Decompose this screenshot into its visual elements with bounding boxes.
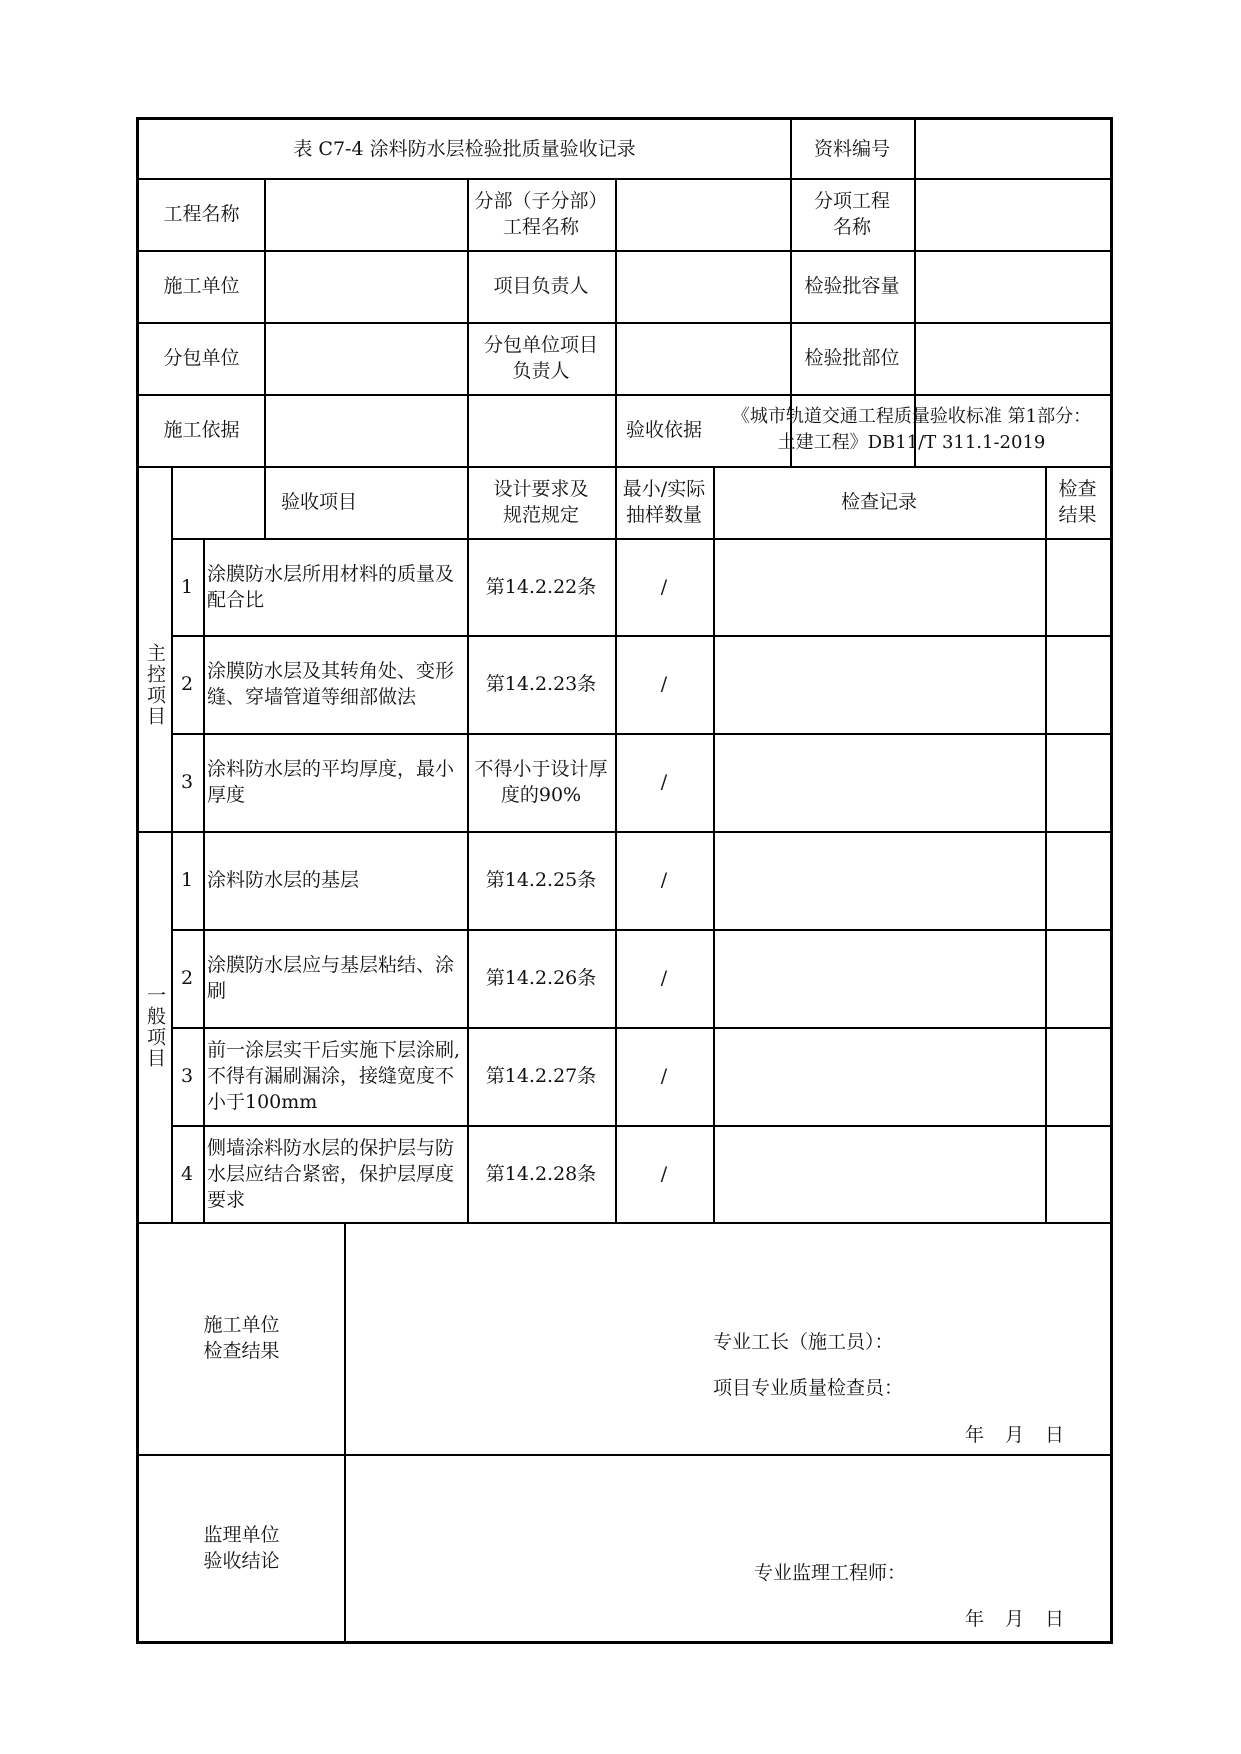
main-item-req: 不得小于设计厚度的90% [474,758,608,806]
general-item-sample: / [660,967,668,989]
main-item-no: 3 [180,771,194,793]
sub-division-label: 分部（子分部） 工程名称 [474,190,608,238]
general-item-desc: 涂料防水层的基层 [207,869,360,891]
general-item-no: 2 [180,967,194,989]
col-result-header: 检查 结果 [1058,478,1097,526]
construction-unit-label: 施工单位 [163,275,240,297]
sub-item-field[interactable] [914,178,1110,250]
general-item-result-field[interactable] [1045,1125,1110,1222]
subcontractor-manager-field[interactable] [615,322,790,394]
general-item-req: 第14.2.26条 [485,967,597,989]
project-manager-label: 项目负责人 [493,275,589,297]
construction-check-label: 施工单位 检查结果 [203,1314,280,1362]
foreman-signature-label[interactable]: 专业工长（施工员）： [713,1331,894,1353]
general-item-desc: 前一涂层实干后实施下层涂刷,不得有漏刷漏涂，接缝宽度不小于100mm [207,1039,461,1113]
doc-number-label: 资料编号 [813,138,890,160]
main-item-sample: / [660,771,668,793]
main-item-record-field[interactable] [713,538,1045,635]
construction-date-month[interactable]: 月 [1005,1424,1025,1446]
batch-capacity-field[interactable] [914,250,1110,322]
general-item-req: 第14.2.27条 [485,1065,597,1087]
general-item-no: 4 [180,1162,194,1185]
subcontractor-field[interactable] [264,322,467,394]
general-item-no: 1 [180,869,194,891]
quality-inspector-signature-label[interactable]: 项目专业质量检查员： [713,1377,904,1399]
construction-date-year[interactable]: 年 [965,1424,985,1446]
construction-basis-label: 施工依据 [163,419,240,441]
general-item-sample: / [660,1162,668,1185]
construction-unit-field[interactable] [264,250,467,322]
general-item-record-field[interactable] [713,1027,1045,1125]
general-item-result-field[interactable] [1045,831,1110,929]
general-item-desc: 涂膜防水层应与基层粘结、涂刷 [207,954,455,1002]
batch-location-field[interactable] [914,322,1110,394]
general-item-req: 第14.2.28条 [485,1162,597,1185]
general-item-sample: / [660,869,668,891]
general-item-record-field[interactable] [713,1125,1045,1222]
supervision-conclusion-label: 监理单位 验收结论 [203,1523,280,1572]
main-item-desc: 涂膜防水层所用材料的质量及配合比 [207,562,455,611]
general-item-result-field[interactable] [1045,929,1110,1027]
construction-date-day[interactable]: 日 [1045,1424,1065,1446]
general-item-req: 第14.2.25条 [485,869,597,891]
main-item-no: 2 [180,673,194,695]
general-item-record-field[interactable] [713,831,1045,929]
form-title: 表 C7-4 涂料防水层检验批质量验收记录 [293,138,636,160]
main-item-req: 第14.2.23条 [485,673,597,695]
subcontractor-label: 分包单位 [163,347,240,369]
general-items-label [139,831,171,1222]
col-design-req-header: 设计要求及 规范规定 [493,478,589,526]
project-manager-field[interactable] [615,250,790,322]
main-item-result-field[interactable] [1045,538,1110,635]
main-item-desc: 涂膜防水层及其转角处、变形缝、穿墙管道等细部做法 [207,660,455,708]
general-item-no: 3 [180,1065,194,1087]
project-name-field[interactable] [264,178,467,250]
main-item-sample: / [660,673,668,695]
col-record-header: 检查记录 [840,491,917,513]
main-items-label [139,538,171,831]
general-item-sample: / [660,1065,668,1087]
main-item-record-field[interactable] [713,733,1045,831]
batch-capacity-label: 检验批容量 [804,275,900,297]
col-sample-header: 最小/实际 抽样数量 [622,478,706,526]
main-items-label-text: 主控项目 [144,642,166,727]
doc-number-field[interactable] [914,120,1110,178]
main-item-req: 第14.2.22条 [485,575,597,598]
sub-division-field[interactable] [615,178,790,250]
main-item-no: 1 [180,575,194,598]
sub-item-label: 分项工程 名称 [813,190,890,238]
construction-basis-field[interactable] [264,394,615,466]
supervision-date-day[interactable]: 日 [1045,1608,1065,1630]
col-item-header: 验收项目 [280,491,357,513]
main-item-result-field[interactable] [1045,733,1110,831]
main-item-record-field[interactable] [713,635,1045,733]
main-item-sample: / [660,575,668,598]
main-item-desc: 涂料防水层的平均厚度，最小厚度 [207,758,455,806]
general-items-label-text: 一般项目 [144,984,166,1069]
acceptance-basis-label: 验收依据 [625,419,702,441]
project-name-label: 工程名称 [163,203,240,225]
acceptance-basis-value: 《城市轨道交通工程质量验收标准 第1部分： 土建工程》DB11/T 311.1-2019 [731,406,1092,453]
general-item-desc: 侧墙涂料防水层的保护层与防水层应结合紧密，保护层厚度要求 [207,1136,455,1211]
supervising-engineer-signature-label[interactable]: 专业监理工程师： [754,1562,907,1584]
inspection-form [136,117,1113,1644]
supervision-date-year[interactable]: 年 [965,1608,985,1630]
batch-location-label: 检验批部位 [804,347,900,369]
subcontractor-manager-label: 分包单位项目 负责人 [483,334,598,382]
supervision-date-month[interactable]: 月 [1005,1608,1025,1630]
general-item-result-field[interactable] [1045,1027,1110,1125]
general-item-record-field[interactable] [713,929,1045,1027]
main-item-result-field[interactable] [1045,635,1110,733]
